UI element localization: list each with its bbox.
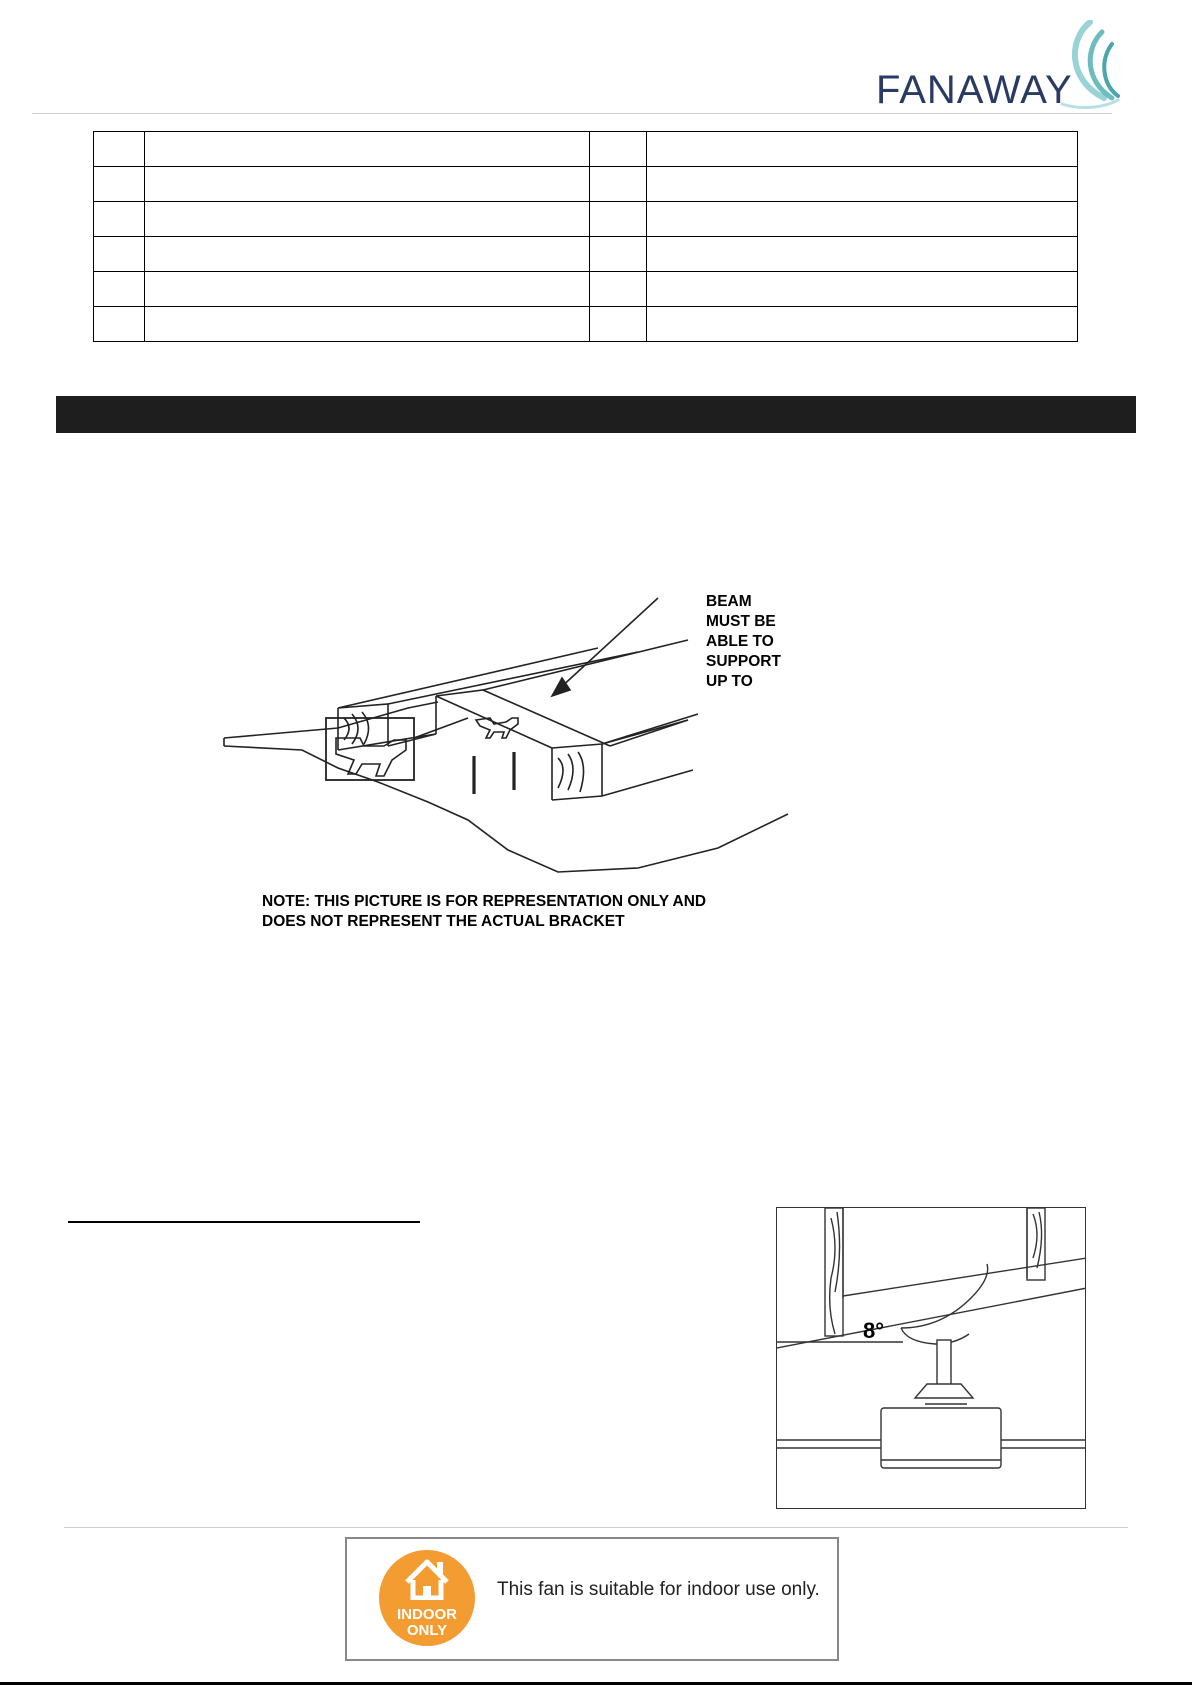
section-heading-underline	[68, 1221, 420, 1223]
table-cell	[145, 132, 590, 167]
sloped-ceiling-illustration	[776, 1207, 1086, 1509]
beam-label-line: SUPPORT	[706, 653, 781, 670]
beam-label-line: ABLE TO	[706, 633, 774, 650]
table-cell	[647, 272, 1078, 307]
table-cell	[590, 307, 647, 342]
table-cell	[94, 307, 145, 342]
table-cell	[94, 272, 145, 307]
table-cell	[145, 202, 590, 237]
table-row	[94, 132, 1078, 167]
beam-label-line: UP TO	[706, 673, 753, 690]
beam-label-line: BEAM	[706, 593, 752, 610]
table-cell	[94, 237, 145, 272]
representation-note	[262, 893, 706, 930]
table-cell	[94, 167, 145, 202]
indoor-only-badge	[379, 1550, 475, 1646]
beam-mounting-illustration	[218, 578, 838, 938]
house-icon	[379, 1550, 475, 1600]
table-cell	[94, 132, 145, 167]
table-cell	[647, 237, 1078, 272]
table-row	[94, 307, 1078, 342]
beam-label	[706, 593, 781, 690]
brand-name: FANAWAY	[876, 68, 1073, 112]
note-line: NOTE: THIS PICTURE IS FOR REPRESENTATION ONLY AND	[262, 893, 707, 910]
table-cell	[590, 237, 647, 272]
note-line: DOES NOT REPRESENT THE ACTUAL BRACKET	[262, 913, 625, 930]
table-row	[94, 272, 1078, 307]
table-cell	[145, 307, 590, 342]
table-cell	[647, 202, 1078, 237]
parts-table	[93, 131, 1078, 342]
table-row	[94, 202, 1078, 237]
table-cell	[590, 132, 647, 167]
table-cell	[590, 272, 647, 307]
sloped-ceiling-drawing	[777, 1208, 1086, 1509]
table-cell	[94, 202, 145, 237]
table-cell	[145, 237, 590, 272]
table-cell	[647, 307, 1078, 342]
badge-label-line1: INDOOR	[397, 1606, 457, 1623]
section-header-bar	[56, 396, 1136, 433]
indoor-use-notice	[345, 1537, 839, 1661]
table-cell	[590, 202, 647, 237]
table-cell	[647, 132, 1078, 167]
table-cell	[145, 272, 590, 307]
angle-label: 8°	[863, 1318, 885, 1343]
table-row	[94, 167, 1078, 202]
badge-label-line2: ONLY	[406, 1622, 448, 1639]
brand-logo	[872, 20, 1122, 110]
table-row	[94, 237, 1078, 272]
footer-divider	[64, 1527, 1128, 1528]
table-cell	[590, 167, 647, 202]
beam-label-line: MUST BE	[706, 613, 776, 630]
table-cell	[647, 167, 1078, 202]
table-cell	[145, 167, 590, 202]
header-divider	[32, 113, 1112, 114]
indoor-notice-text: This fan is suitable for indoor use only.	[497, 1579, 820, 1600]
